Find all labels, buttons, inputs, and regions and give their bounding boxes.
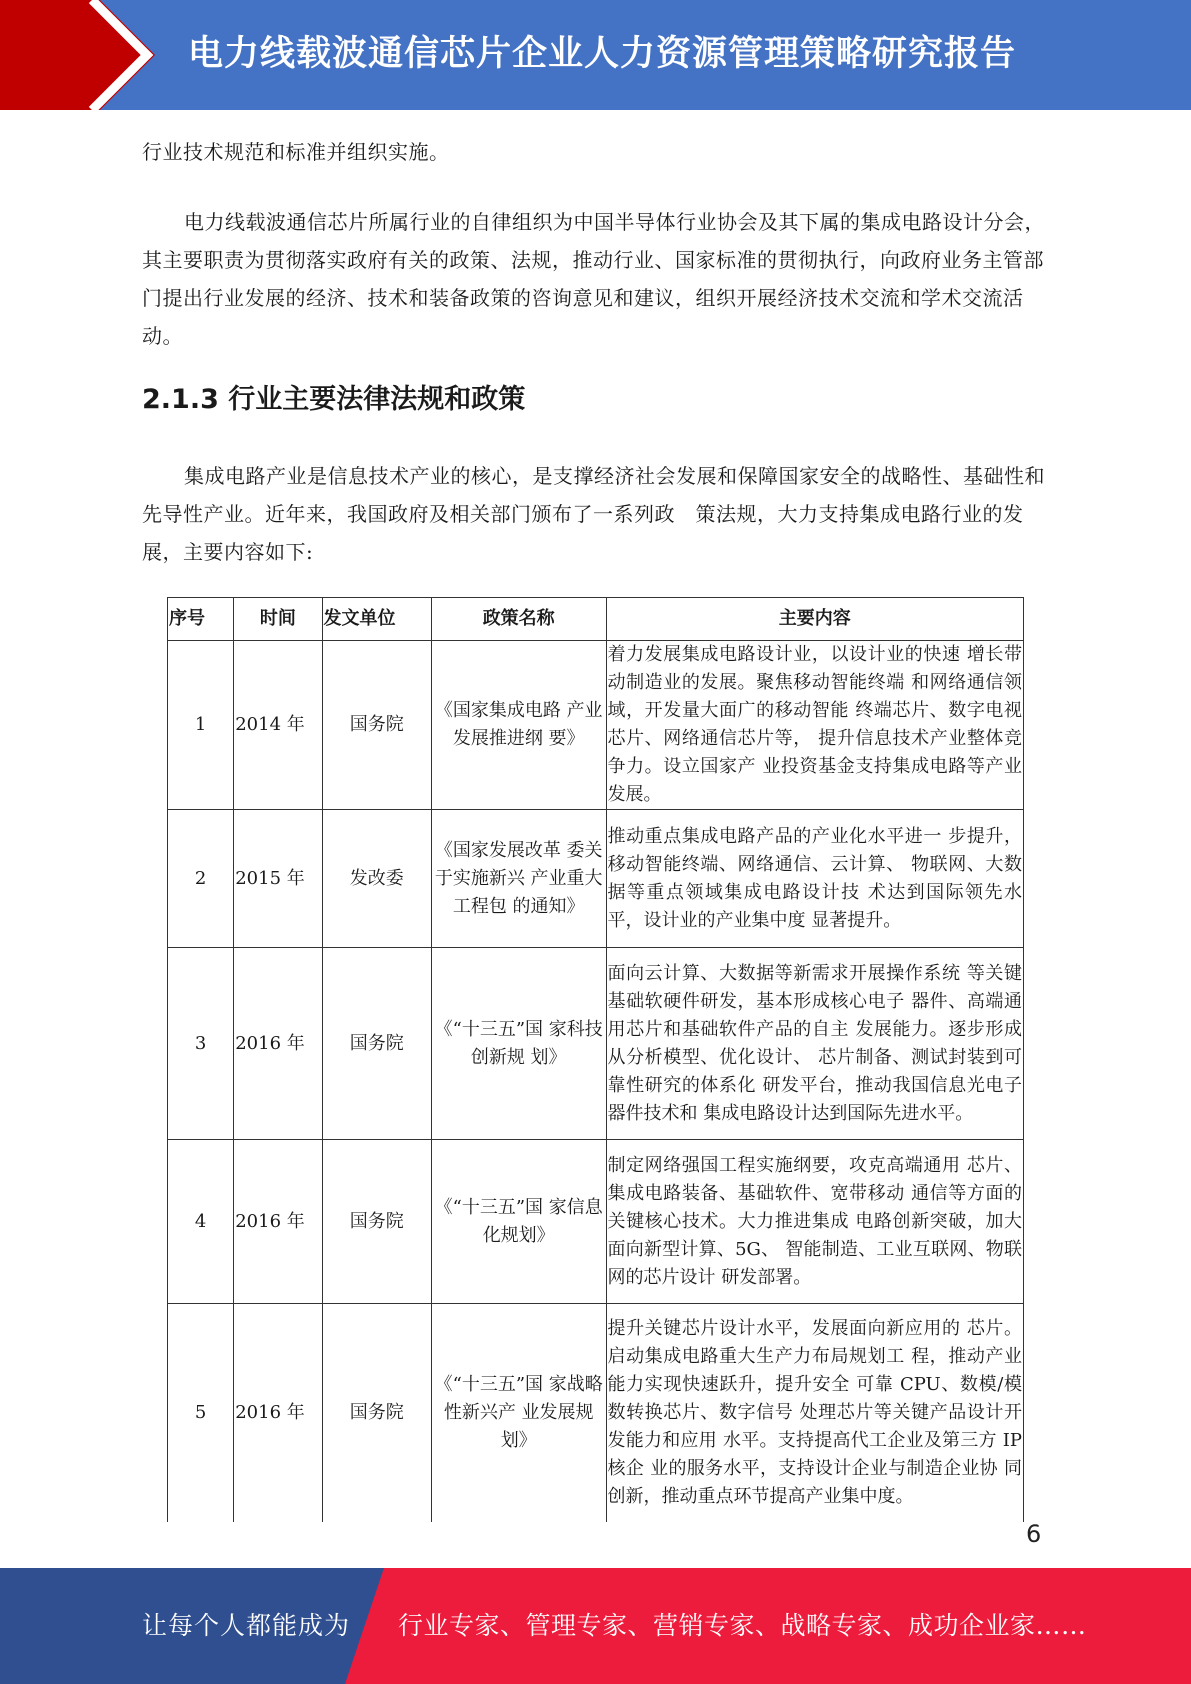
table-row [168, 948, 1024, 1140]
header-org: 发文单位 [322, 598, 431, 641]
header-content: 主要内容 [606, 598, 1024, 641]
footer-banner [0, 1568, 1191, 1684]
row-org: 国务院 [322, 1140, 431, 1304]
table-row [168, 810, 1024, 948]
row-org: 国务院 [322, 948, 431, 1140]
row-time: 2016 年 [234, 1140, 322, 1304]
page-number: 6 [1026, 1520, 1042, 1548]
section-intro-paragraph: 集成电路产业是信息技术产业的核心，是支撑经济社会发展和保障国家安全的战略性、基础性和先导性产业。近年来，我国政府及相关部门颁布了一系列政 策法规，大力支持集成电路行业的发展，主要内容如下: [142, 464, 1045, 564]
paragraph-continuation: 行业技术规范和标准并组织实施。 [142, 140, 450, 164]
header-policy-name: 政策名称 [431, 598, 606, 641]
row-no: 1 [168, 641, 234, 810]
row-policy-name: 《“十三五”国 家科技创新规 划》 [431, 948, 606, 1140]
row-content: 制定网络强国工程实施纲要，攻克高端通用 芯片、集成电路装备、基础软件、宽带移动 通信等方面的关键核心技术。大力推进集成 电路创新突破，加大面向新型计算、5G、 智能制造、工业互联网、物联网的芯片设计 研发部署。 [606, 1140, 1024, 1304]
row-policy-name: 《“十三五”国 家战略性新兴产 业发展规划》 [431, 1304, 606, 1522]
row-no: 3 [168, 948, 234, 1140]
row-org: 国务院 [322, 641, 431, 810]
policy-table [167, 597, 1024, 1522]
report-title: 电力线载波通信芯片企业人力资源管理策略研究报告 [188, 34, 1017, 74]
table-row [168, 641, 1024, 810]
row-org: 发改委 [322, 810, 431, 948]
paragraph-self-regulatory-org: 电力线载波通信芯片所属行业的自律组织为中国半导体行业协会及其下属的集成电路设计分会，其主要职责为贯彻落实政府有关的政策、法规，推动行业、国家标准的贯彻执行，向政府业务主管部门提出行业发展的经济、技术和装备政策的咨询意见和建议，组织开展经济技术交流和学术交流活动。 [142, 210, 1045, 348]
table-header-row [168, 598, 1024, 641]
row-policy-name: 《国家发展改革 委关于实施新兴 产业重大工程包 的通知》 [431, 810, 606, 948]
row-no: 4 [168, 1140, 234, 1304]
header-banner [0, 0, 1191, 110]
row-no: 2 [168, 810, 234, 948]
row-content: 着力发展集成电路设计业，以设计业的快速 增长带动制造业的发展。聚焦移动智能终端 和网络通信领域，开发量大面广的移动智能 终端芯片、数字电视芯片、网络通信芯片等， 提升信息技术产业整体竞争力。设立国家产 业投资基金支持集成电路等产业发展。 [606, 641, 1024, 810]
row-org: 国务院 [322, 1304, 431, 1522]
footer-slogan-left: 让每个人都能成为 [142, 1611, 351, 1640]
row-policy-name: 《国家集成电路 产业发展推进纲 要》 [431, 641, 606, 810]
row-content: 推动重点集成电路产品的产业化水平进一 步提升，移动智能终端、网络通信、云计算、 物联网、大数据等重点领域集成电路设计技 术达到国际领先水平，设计业的产业集中度 显著提升。 [606, 810, 1024, 948]
row-content: 面向云计算、大数据等新需求开展操作系统 等关键基础软硬件研发，基本形成核心电子 器件、高端通用芯片和基础软件产品的自主 发展能力。逐步形成从分析模型、优化设计、 芯片制备、测试封装到可靠性研究的体系化 研发平台，推动我国信息光电子器件技术和 集成电路设计达到国际先进水平。 [606, 948, 1024, 1140]
row-time: 2016 年 [234, 1304, 322, 1522]
section-heading: 2.1.3 行业主要法律法规和政策 [142, 384, 526, 415]
row-no: 5 [168, 1304, 234, 1522]
table-row [168, 1140, 1024, 1304]
row-content: 提升关键芯片设计水平，发展面向新应用的 芯片。启动集成电路重大生产力布局规划工 程，推动产业能力实现快速跃升，提升安全 可靠 CPU、数模/模数转换芯片、数字信号 处理芯片等关键产品设计开发能力和应用 水平。支持提高代工企业及第三方 IP 核企 业的服务水平，支持设计企业与制造企业协 同创新，推动重点环节提高产业集中度。 [606, 1304, 1024, 1522]
row-policy-name: 《“十三五”国 家信息化规划》 [431, 1140, 606, 1304]
row-time: 2015 年 [234, 810, 322, 948]
row-time: 2016 年 [234, 948, 322, 1140]
header-time: 时间 [234, 598, 322, 641]
row-time: 2014 年 [234, 641, 322, 810]
header-no: 序号 [168, 598, 234, 641]
table-row [168, 1304, 1024, 1522]
footer-slogan-right: 行业专家、管理专家、营销专家、战略专家、成功企业家…… [398, 1611, 1087, 1640]
